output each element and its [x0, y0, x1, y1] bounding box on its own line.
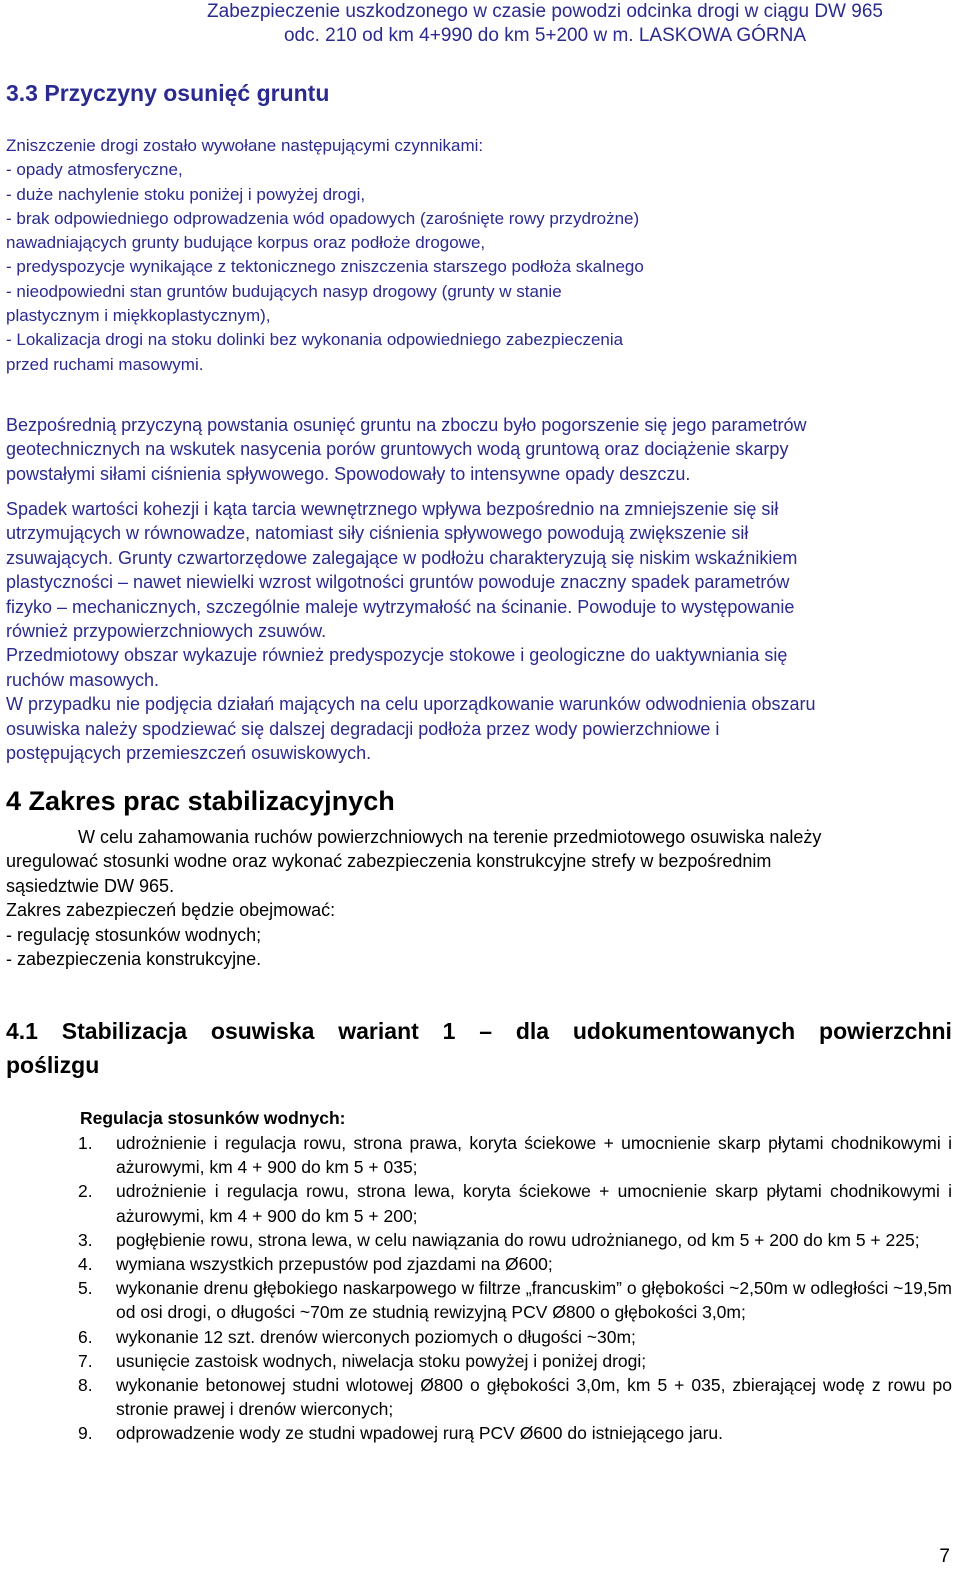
list-item-number: 8.	[78, 1375, 93, 1396]
text-line: fizyko – mechanicznych, szczególnie maleje wytrzymałość na ścinanie. Powoduje to występowanie	[6, 596, 795, 617]
section-4-body	[6, 825, 954, 971]
list-item-number: 1.	[78, 1133, 93, 1153]
water-regulation-subheading: Regulacja stosunków wodnych:	[80, 1108, 346, 1128]
text-line: W celu zahamowania ruchów powierzchniowych na terenie przedmiotowego osuwiska należy	[78, 827, 822, 847]
heading-word: –	[479, 1018, 492, 1044]
list-item-number: 4.	[78, 1254, 93, 1275]
text-line: powstałymi siłami ciśnienia spływowego. Spowodowały to intensywne opady deszczu.	[6, 463, 691, 484]
text-line: geotechnicznych na wskutek nasycenia porów gruntowych wodą gruntową oraz dociążenie skarpy	[6, 439, 789, 460]
text-line: plastyczności – nawet niewielki wzrost wilgotności gruntów powoduje znaczny spadek parametrów	[6, 572, 790, 593]
text-line: - opady atmosferyczne,	[6, 160, 183, 180]
list-item-text: usunięcie zastoisk wodnych, niwelacja stoku powyżej i poniżej drogi;	[116, 1350, 647, 1371]
list-item-text: wykonanie 12 szt. drenów wierconych poziomych o długości ~30m;	[116, 1326, 636, 1347]
list-item-text: udrożnienie i regulacja rowu, strona prawa, koryta ściekowe + umocnienie skarp płytami chodnikowymi i ażurowymi, km 4 + 900 do km 5 + 035;	[116, 1133, 952, 1178]
text-line: - duże nachylenie stoku poniżej i powyżej drogi,	[6, 184, 366, 204]
page-header	[150, 0, 940, 48]
section-4-heading: 4 Zakres prac stabilizacyjnych	[6, 786, 395, 816]
text-line: Przedmiotowy obszar wykazuje również predyspozycje stokowe i geologiczne do uaktywniania się	[6, 645, 788, 666]
text-line: nawadniających grunty budujące korpus oraz podłoże drogowe,	[6, 233, 486, 253]
heading-word: 4.1	[6, 1018, 38, 1044]
text-line: - Lokalizacja drogi na stoku dolinki bez wykonania odpowiedniego zabezpieczenia	[6, 330, 624, 350]
list-item-text: wykonanie betonowej studni wlotowej Ø800 o głębokości 3,0m, km 5 + 035, zbierającej wodę z rowu po stronie prawej i drenów wierconych;	[116, 1375, 952, 1420]
text-line: również przypowierzchniowych zsuwów.	[6, 621, 327, 642]
section-3-3-causes	[6, 134, 954, 377]
text-line: - regulację stosunków wodnych;	[6, 924, 262, 945]
section-4-1-heading-line-1	[6, 1014, 952, 1048]
text-line: - nieodpowiedni stan gruntów budujących nasyp drogowy (grunty w stanie	[6, 281, 562, 301]
list-item-text: odprowadzenie wody ze studni wpadowej rurą PCV Ø600 do istniejącego jaru.	[116, 1423, 724, 1444]
water-regulation-list	[78, 1131, 952, 1446]
heading-word: udokumentowanych	[572, 1018, 796, 1044]
text-line: plastycznym i miękkoplastycznym),	[6, 306, 271, 326]
list-item-text: wykonanie drenu głębokiego naskarpowego w filtrze „francuskim” o głębokości ~2,50m w odległości ~19,5m od osi drogi, o długości ~70m ze studnią rewizyjną PCV Ø800 o głębokości 3,0m;	[116, 1278, 952, 1323]
text-line: ruchów masowych.	[6, 669, 160, 690]
text-line: przed ruchami masowymi.	[6, 354, 204, 374]
text-line: sąsiedztwie DW 965.	[6, 875, 175, 896]
list-item	[78, 1131, 952, 1179]
text-line: zsuwających. Grunty czwartorzędowe zalegające w podłożu charakteryzują się niskim wskaźnikiem	[6, 547, 798, 568]
text-line: - predyspozycje wynikające z tektonicznego zniszczenia starszego podłoża skalnego	[6, 257, 644, 277]
list-item-text: udrożnienie i regulacja rowu, strona lewa, koryta ściekowe + umocnienie skarp płytami chodnikowymi i ażurowymi, km 4 + 900 do km 5 + 200;	[116, 1181, 952, 1226]
list-item-text: wymiana wszystkich przepustów pod zjazdami na Ø600;	[116, 1254, 553, 1275]
text-line: osuwiska należy spodziewać się dalszej degradacji podłoża przez wody powierzchniowe i	[6, 718, 720, 739]
list-item-text: pogłębienie rowu, strona lewa, w celu nawiązania do rowu udrożnianego, od km 5 + 200 do km 5 + 225;	[116, 1229, 920, 1250]
text-line: - brak odpowiedniego odprowadzenia wód opadowych (zarośnięte rowy przydrożne)	[6, 208, 640, 228]
text-line: Zniszczenie drogi zostało wywołane następującymi czynnikami:	[6, 136, 484, 155]
heading-word: osuwiska	[210, 1018, 315, 1044]
text-line: utrzymujących w równowadze, natomiast siły ciśnienia spływowego powodują zwiększenie sił	[6, 523, 749, 544]
list-item	[78, 1276, 952, 1324]
section-3-3-paragraph-3	[6, 497, 954, 765]
page-number: 7	[939, 1546, 950, 1567]
text-line: W przypadku nie podjęcia działań mających na celu uporządkowanie warunków odwodnienia obszaru	[6, 694, 816, 715]
section-4-1-heading-line-2: poślizgu	[6, 1052, 100, 1078]
text-line: - zabezpieczenia konstrukcyjne.	[6, 949, 262, 970]
list-item	[78, 1228, 952, 1252]
text-line: postępujących przemieszczeń osuwiskowych.	[6, 743, 372, 764]
heading-word: wariant	[338, 1018, 419, 1044]
list-item	[78, 1373, 952, 1421]
section-3-3-paragraph-2	[6, 413, 954, 486]
list-item-number: 3.	[78, 1229, 93, 1250]
text-line: Bezpośrednią przyczyną powstania osunięć gruntu na zboczu było pogorszenie się jego parametrów	[6, 415, 807, 435]
section-3-3-heading: 3.3 Przyczyny osunięć gruntu	[6, 80, 330, 106]
header-line-2: odc. 210 od km 4+990 do km 5+200 w m. LASKOWA GÓRNA	[283, 25, 807, 46]
heading-word: powierzchni	[819, 1018, 952, 1044]
section-4-1-heading	[6, 1014, 952, 1082]
text-line: Zakres zabezpieczeń będzie obejmować:	[6, 900, 336, 921]
list-item-number: 6.	[78, 1326, 93, 1347]
list-item-number: 9.	[78, 1423, 93, 1444]
list-item-number: 2.	[78, 1181, 93, 1202]
text-line: Spadek wartości kohezji i kąta tarcia wewnętrznego wpływa bezpośrednio na zmniejszenie się sił	[6, 499, 779, 519]
list-item	[78, 1349, 952, 1373]
text-line: uregulować stosunki wodne oraz wykonać zabezpieczenia konstrukcyjne strefy w bezpośrednim	[6, 851, 772, 872]
header-line-1: Zabezpieczenie uszkodzonego w czasie powodzi odcinka drogi w ciągu DW 965	[207, 1, 883, 22]
heading-word: dla	[515, 1018, 550, 1044]
heading-word: Stabilizacja	[61, 1018, 188, 1044]
list-item-number: 7.	[78, 1350, 93, 1371]
list-item	[78, 1421, 952, 1445]
heading-word: 1	[442, 1018, 456, 1044]
list-item	[78, 1325, 952, 1349]
list-item-number: 5.	[78, 1278, 93, 1299]
list-item	[78, 1179, 952, 1227]
list-item	[78, 1252, 952, 1276]
